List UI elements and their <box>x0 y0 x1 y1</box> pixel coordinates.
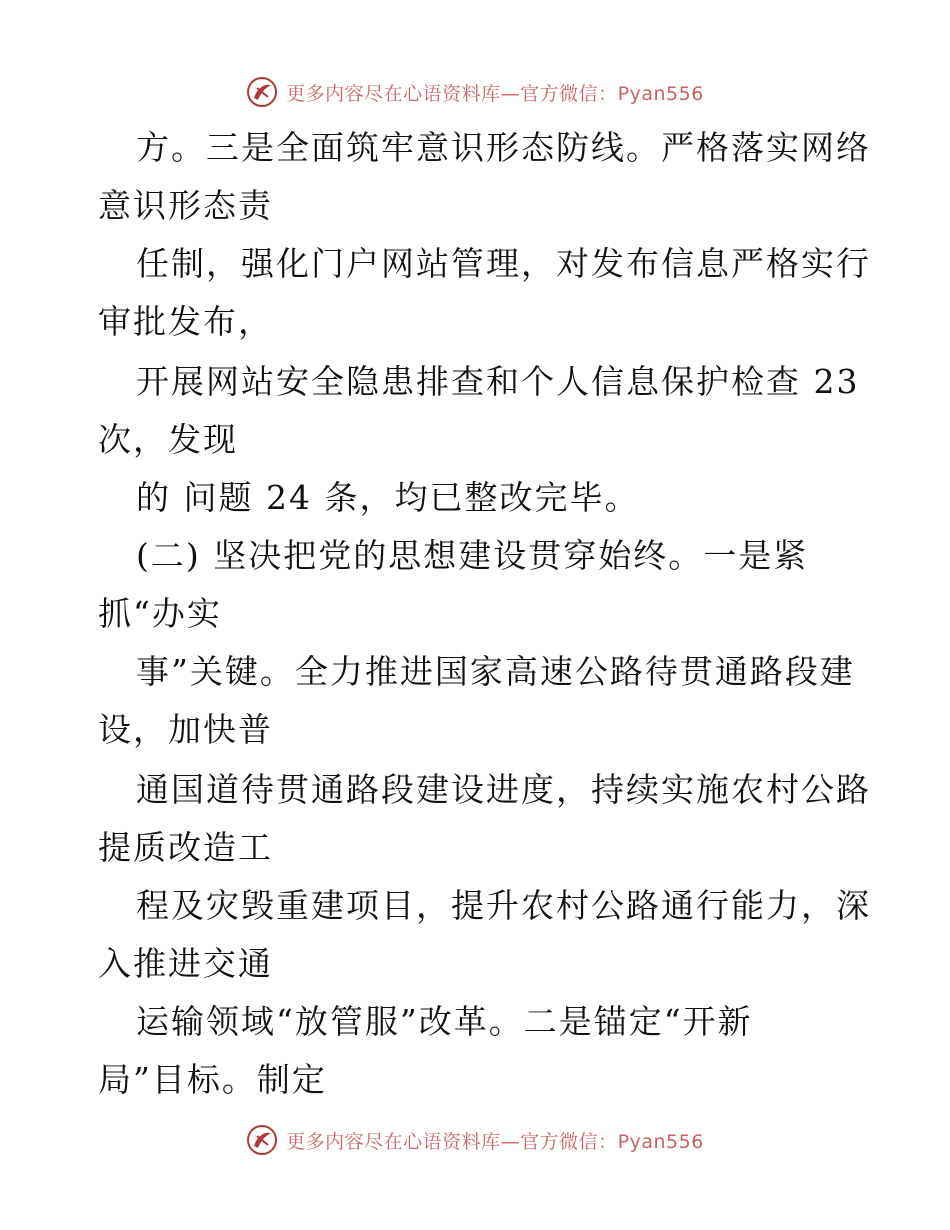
text-line: (二) 坚决把党的思想建设贯穿始终。一是紧 <box>136 536 809 575</box>
text-line: 方。三是全面筑牢意识形态防线。严格落实网络 <box>136 128 871 167</box>
text-line: 的 问题 24 条，均已整改完毕。 <box>136 478 640 517</box>
text-line: 通国道待贯通路段建设进度，持续实施农村公路 <box>136 770 871 809</box>
brand-logo-icon <box>246 1124 278 1156</box>
text-line: 提质改造工 <box>98 828 273 867</box>
text-line: 次，发现 <box>98 420 238 459</box>
footer-banner <box>0 1118 950 1162</box>
text-line: 任制，强化门户网站管理，对发布信息严格实行 <box>136 244 871 283</box>
text-line: 审批发布， <box>98 302 273 341</box>
text-line: 开展网站安全隐患排查和个人信息保护检查 23 <box>136 362 860 401</box>
text-line: 设，加快普 <box>98 710 273 749</box>
text-line: 意识形态责 <box>98 186 273 225</box>
text-line: 入推进交通 <box>98 944 273 983</box>
footer-banner-text: 更多内容尽在心语资料库—官方微信：Pyan556 <box>286 1130 704 1153</box>
text-line: 抓“办实 <box>98 594 222 633</box>
header-banner-text: 更多内容尽在心语资料库—官方微信：Pyan556 <box>286 82 704 105</box>
text-line: 程及灾毁重建项目，提升农村公路通行能力，深 <box>136 886 871 925</box>
text-line: 局”目标。制定 <box>98 1060 327 1099</box>
text-line: 运输领域“放管服”改革。二是锚定“开新 <box>136 1002 753 1041</box>
text-line: 事”关键。全力推进国家高速公路待贯通路段建 <box>136 652 855 691</box>
